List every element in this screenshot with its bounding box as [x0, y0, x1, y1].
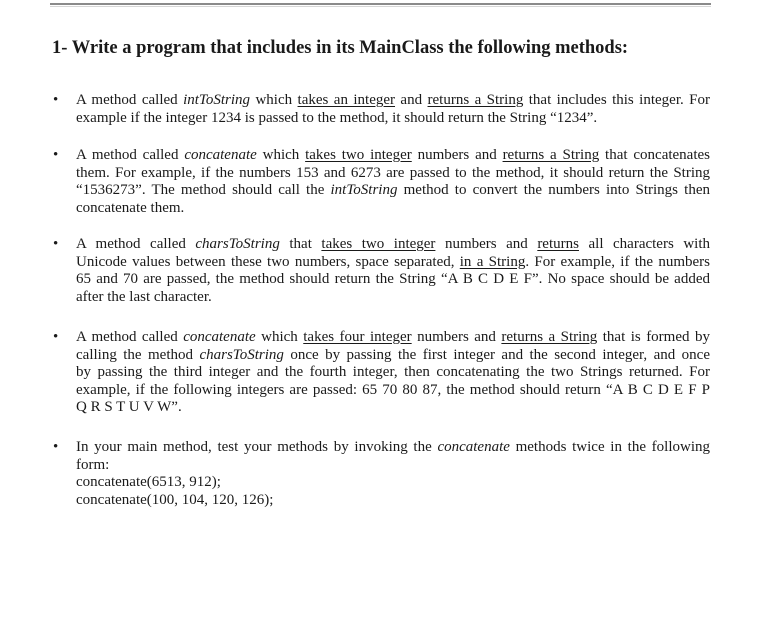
- text-run: numbers and: [411, 147, 503, 163]
- question-heading: 1- Write a program that includes in its MainClass the following methods:: [52, 38, 629, 58]
- underlined-phrase: takes an integer: [297, 92, 396, 108]
- text-line: [76, 254, 710, 272]
- top-rule-shadow: [50, 6, 711, 7]
- text-run: A method called: [76, 329, 184, 345]
- text-line: [76, 182, 710, 200]
- text-run: In your main method, test your methods by invoking the: [76, 439, 438, 455]
- text-line: [76, 329, 710, 347]
- method-name: intToString: [183, 92, 251, 108]
- method-name: concatenate: [184, 147, 257, 163]
- text-run: and: [395, 92, 428, 108]
- method-name: intToString: [330, 182, 398, 199]
- underlined-phrase: takes four integer: [303, 329, 412, 345]
- method-name: concatenate: [437, 439, 510, 455]
- text-run: which: [255, 329, 304, 345]
- text-line: [76, 92, 710, 110]
- text-line: [76, 364, 710, 382]
- text-run: “1536273”. The method should call the: [76, 182, 331, 199]
- underlined-phrase: returns a String: [427, 92, 524, 108]
- bullet-icon: •: [53, 92, 59, 108]
- text-line: [76, 399, 710, 417]
- text-run: methods twice in the following: [509, 439, 710, 455]
- text-run: . For example, if the numbers: [525, 253, 711, 270]
- underlined-phrase: returns a String: [502, 147, 600, 163]
- code-line: concatenate(100, 104, 120, 126);: [76, 491, 274, 508]
- underlined-phrase: in a String: [459, 253, 526, 270]
- text-line: [76, 236, 710, 254]
- text-run: which: [250, 92, 298, 108]
- bullet-icon: •: [53, 147, 59, 163]
- bullet-icon: •: [53, 329, 59, 345]
- bullet-icon: •: [53, 236, 59, 252]
- text-run: that concatenates: [599, 147, 710, 163]
- bullet-item-concatenate-four: [53, 329, 711, 417]
- text-run: that is formed by: [597, 329, 710, 345]
- method-name: charsToString: [195, 236, 280, 252]
- bullet-item-inttostring: [53, 92, 710, 127]
- text-run: all characters with: [578, 236, 710, 252]
- text-line: [76, 347, 710, 365]
- text-run: Unicode values between these two numbers, space separated,: [76, 253, 460, 270]
- underlined-phrase: returns: [537, 236, 579, 252]
- text-run: A method called: [76, 92, 184, 108]
- text-run: that includes this integer. For: [523, 92, 710, 108]
- text-line: [76, 147, 710, 165]
- text-run: calling the method: [76, 346, 200, 363]
- text-line: [76, 165, 710, 183]
- text-run: which: [256, 147, 306, 163]
- text-run: example, if the following integers are passed: 65 70 80 87, the method should return “A B C D E F P: [76, 381, 710, 398]
- text-run: 65 and 70 are passed, the method should return the String “A B C D E F”. No space should be added: [76, 271, 710, 288]
- text-run: that: [279, 236, 322, 252]
- bullet-item-charstostring: [53, 236, 711, 306]
- method-name: concatenate: [183, 329, 256, 345]
- text-line: [76, 271, 710, 289]
- method-name: charsToString: [199, 346, 284, 363]
- text-run: Q R S T U V W”.: [76, 399, 182, 416]
- text-run: them. For example, if the numbers 153 and 6273 are passed to the method, it should return the String: [76, 164, 710, 181]
- text-run: A method called: [76, 236, 196, 252]
- text-run: form:: [76, 456, 110, 473]
- text-run: by passing the third integer and the fourth integer, then concatenating the two Strings returned. For: [76, 364, 710, 381]
- text-line: [76, 439, 710, 457]
- text-line: [76, 110, 710, 128]
- text-run: method to convert the numbers into Strings then: [397, 182, 710, 199]
- bullet-item-main-method: [53, 439, 710, 509]
- text-run: once by passing the first integer and the second integer, and once: [283, 346, 711, 363]
- text-line: [76, 289, 710, 307]
- text-run: A method called: [76, 147, 185, 163]
- text-run: numbers and: [411, 329, 502, 345]
- text-line: [76, 457, 710, 475]
- code-line: concatenate(6513, 912);: [76, 474, 221, 491]
- text-run: numbers and: [435, 236, 538, 252]
- text-run: concatenate them.: [76, 199, 185, 216]
- bullet-icon: •: [53, 439, 59, 455]
- text-line: [76, 382, 710, 400]
- underlined-phrase: takes two integer: [321, 236, 436, 252]
- underlined-phrase: returns a String: [501, 329, 598, 345]
- top-rule: [50, 3, 711, 5]
- text-run: example if the integer 1234 is passed to the method, it should return the String “1234”.: [76, 109, 598, 126]
- bullet-item-concatenate-two: [53, 147, 710, 217]
- underlined-phrase: takes two integer: [305, 147, 412, 163]
- text-line: [76, 200, 710, 218]
- text-run: after the last character.: [76, 288, 212, 305]
